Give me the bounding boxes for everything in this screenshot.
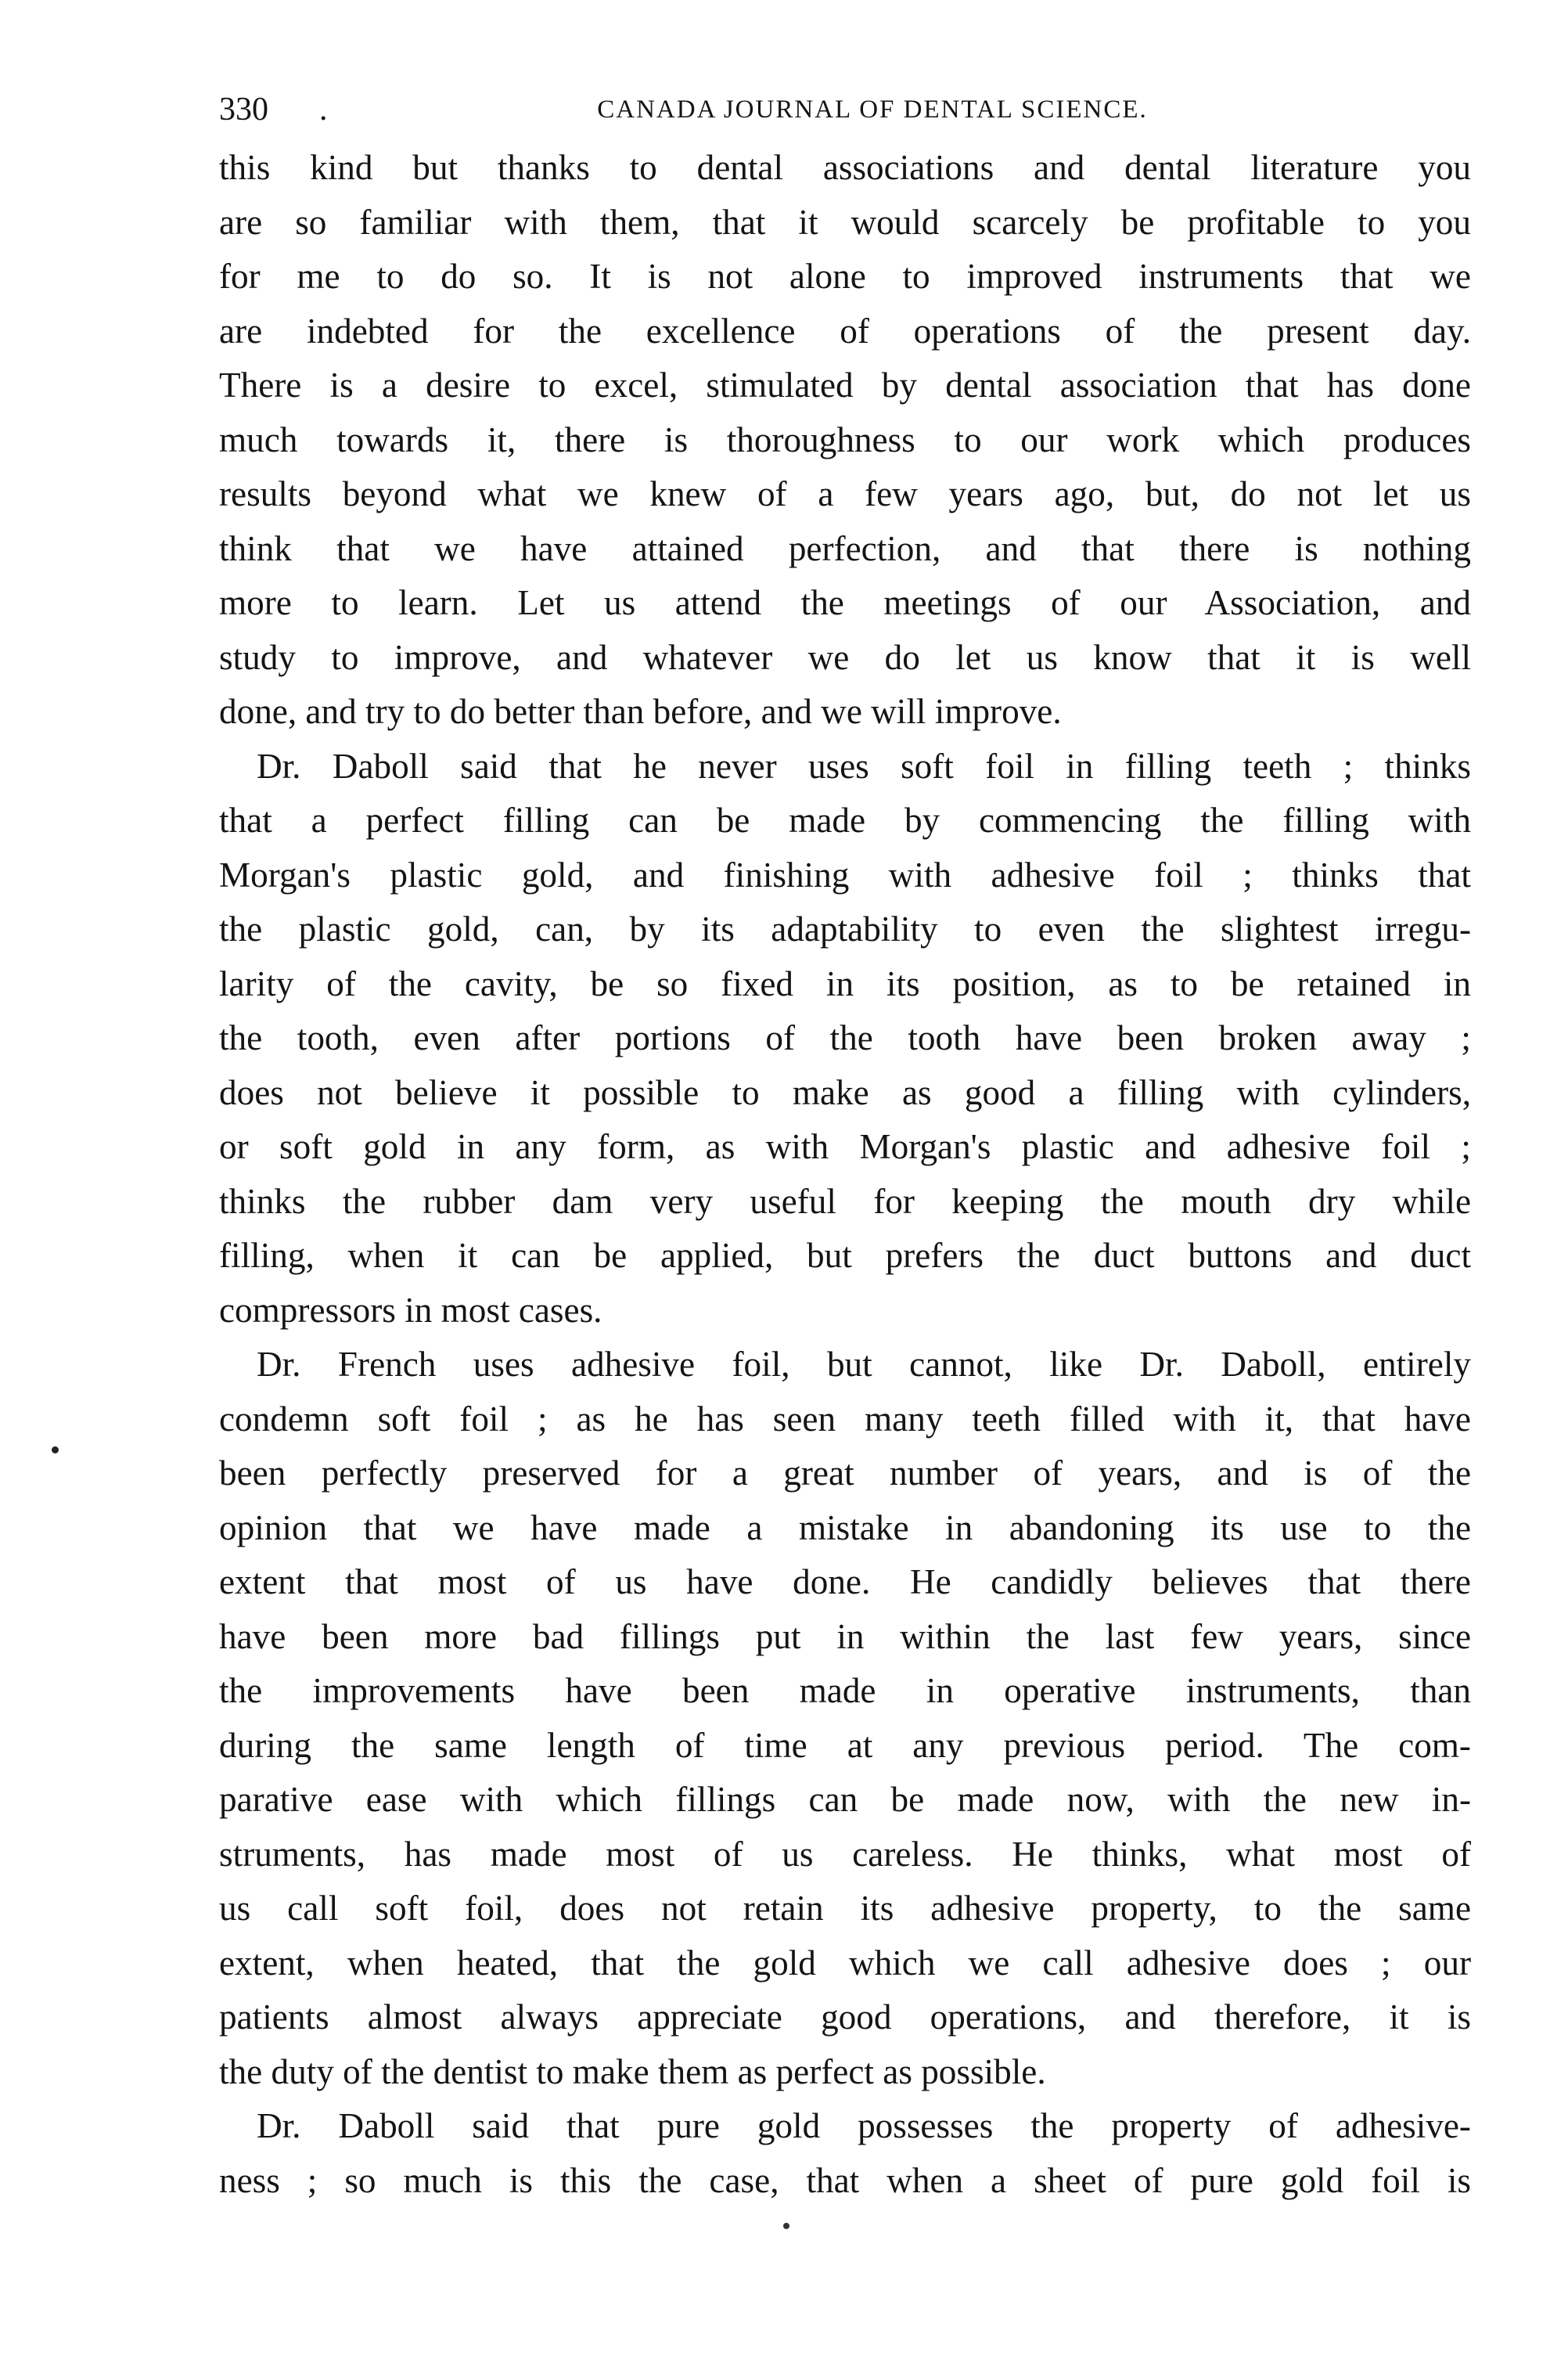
text-line: struments, has made most of us careless. He thinks, what most of	[219, 1834, 1471, 1874]
text-line: the duty of the dentist to make them as perfect as possible.	[219, 2051, 1046, 2091]
text-line: the improvements have been made in operative instruments, than	[219, 1671, 1471, 1710]
text-line: are so familiar with them, that it would scarcely be profitable to you	[219, 202, 1471, 242]
text-line: more to learn. Let us attend the meetings of our Association, and	[219, 583, 1471, 622]
page-number: 330	[219, 92, 268, 128]
text-line: this kind but thanks to dental associations and dental literature you	[219, 148, 1471, 187]
text-line: been perfectly preserved for a great number of years, and is of the	[219, 1453, 1471, 1493]
text-line: have been more bad fillings put in within the last few years, since	[219, 1616, 1471, 1656]
text-line: ness ; so much is this the case, that when a sheet of pure gold foil is	[219, 2160, 1471, 2200]
text-line: extent that most of us have done. He candidly believes that there	[219, 1562, 1471, 1601]
text-line: extent, when heated, that the gold which we call adhesive does ; our	[219, 1943, 1471, 1983]
text-line: that a perfect filling can be made by commencing the filling with	[219, 801, 1471, 840]
text-line: There is a desire to excel, stimulated by dental association that has done	[219, 366, 1471, 405]
header-separator: .	[319, 92, 328, 128]
text-line: or soft gold in any form, as with Morgan's plastic and adhesive foil ;	[219, 1127, 1471, 1166]
journal-title: CANADA JOURNAL OF DENTAL SCIENCE.	[597, 95, 1148, 124]
text-line: does not believe it possible to make as good a filling with cylinders,	[219, 1072, 1471, 1112]
paragraph	[219, 141, 1471, 740]
text-line: opinion that we have made a mistake in abandoning its use to the	[219, 1507, 1471, 1547]
text-line: done, and try to do better than before, and we will improve.	[219, 692, 1062, 731]
text-line: during the same length of time at any previous period. The com-	[219, 1725, 1471, 1765]
text-line: condemn soft foil ; as he has seen many teeth filled with it, that have	[219, 1399, 1471, 1439]
text-line: the plastic gold, can, by its adaptability to even the slightest irregu-	[219, 909, 1471, 949]
text-line: Morgan's plastic gold, and finishing with adhesive foil ; thinks that	[219, 855, 1471, 895]
text-line: patients almost always appreciate good operations, and therefore, it is	[219, 1997, 1471, 2037]
body-text	[219, 141, 1471, 2208]
text-line: filling, when it can be applied, but prefers the duct buttons and duct	[219, 1236, 1471, 1275]
text-line: Dr. Daboll said that he never uses soft foil in filling teeth ; thinks	[257, 746, 1471, 786]
margin-mark	[52, 1446, 59, 1453]
text-line: think that we have attained perfection, and that there is nothing	[219, 528, 1471, 568]
paragraph	[219, 1338, 1471, 2099]
text-line: for me to do so. It is not alone to improved instruments that we	[219, 257, 1471, 296]
text-line: parative ease with which fillings can be made now, with the new in-	[219, 1780, 1471, 1819]
text-line: larity of the cavity, be so fixed in its position, as to be retained in	[219, 963, 1471, 1003]
text-line: Dr. French uses adhesive foil, but cannot, like Dr. Daboll, entirely	[257, 1345, 1471, 1384]
text-line: results beyond what we knew of a few years ago, but, do not let us	[219, 474, 1471, 513]
paragraph	[219, 2099, 1471, 2208]
text-line: compressors in most cases.	[219, 1290, 602, 1330]
text-line: are indebted for the excellence of operations of the present day.	[219, 311, 1471, 351]
text-line: much towards it, there is thoroughness to our work which produces	[219, 420, 1471, 459]
text-line: study to improve, and whatever we do let us know that it is well	[219, 637, 1471, 677]
text-line: us call soft foil, does not retain its adhesive property, to the same	[219, 1889, 1471, 1928]
text-line: thinks the rubber dam very useful for keeping the mouth dry while	[219, 1181, 1471, 1221]
running-head	[219, 86, 1471, 141]
document-page	[219, 86, 1471, 2208]
bottom-mark	[783, 2223, 789, 2229]
text-line: the tooth, even after portions of the tooth have been broken away ;	[219, 1018, 1471, 1057]
text-line: Dr. Daboll said that pure gold possesses the property of adhesive-	[257, 2106, 1471, 2145]
paragraph	[219, 740, 1471, 1338]
